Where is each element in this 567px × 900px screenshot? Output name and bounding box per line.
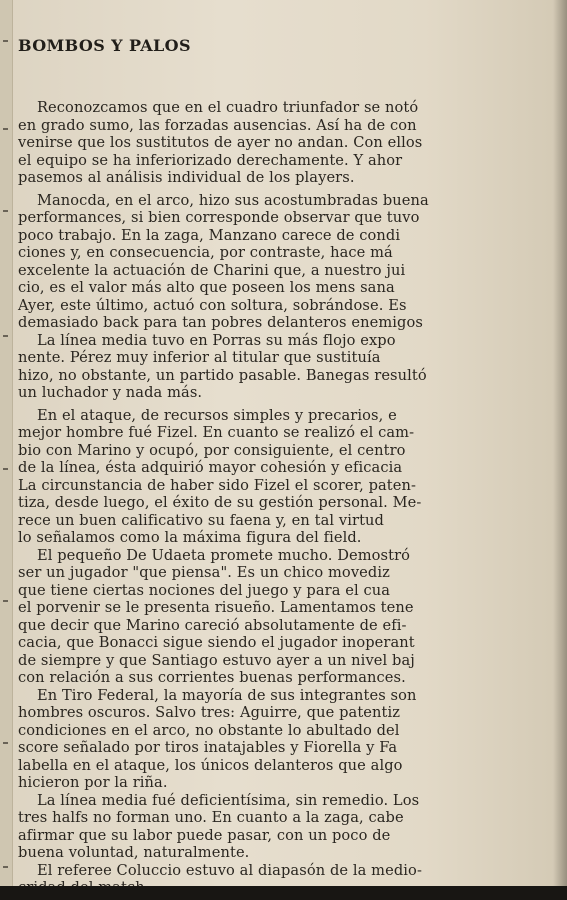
text-line: ser un jugador "que piensa". Es un chico movediz (18, 564, 390, 581)
text-line: Ayer, este último, actuó con soltura, sobrándose. Es (18, 296, 407, 314)
text-line: el equipo se ha inferiorizado derechamente. Y ahor (18, 151, 403, 169)
article-body (18, 99, 567, 897)
margin-mark (3, 742, 8, 744)
text-line: En Tiro Federal, la mayoría de sus integrantes son (18, 686, 417, 704)
text-line: ciones y, en consecuencia, por contraste, hace má (18, 244, 393, 261)
text-line: rece un buen calificativo su faena y, en tal virtud (18, 511, 384, 529)
text-line: pasemos al análisis individual de los players. (18, 169, 355, 186)
text-line: hombres oscuros. Salvo tres: Aguirre, que patentiz (18, 704, 401, 721)
page-fold-shadow (553, 0, 567, 900)
text-line: de la línea, ésta adquirió mayor cohesión y eficacia (18, 459, 403, 476)
text-line: tiza, desde luego, el éxito de su gestión personal. Me- (18, 494, 422, 511)
text-line: condiciones en el arco, no obstante lo abultado del (18, 721, 400, 739)
text-line: de siempre y que Santiago estuvo ayer a un nivel baj (18, 651, 415, 669)
text-line: En el ataque, de recursos simples y precarios, e (18, 406, 397, 424)
text-line: La circunstancia de haber sido Fizel el scorer, paten- (18, 476, 417, 494)
margin-mark (3, 128, 8, 130)
text-line: hicieron por la riña. (18, 774, 168, 791)
text-line: tres halfs no forman uno. En cuanto a la zaga, cabe (18, 809, 404, 826)
text-line: cio, es el valor más alto que poseen los mens sana (18, 279, 395, 296)
text-line: demasiado back para tan pobres delanteros enemigos (18, 314, 423, 331)
text-line: hizo, no obstante, un partido pasable. Banegas resultó (18, 366, 427, 384)
text-line: nente. Pérez muy inferior al titular que sustituía (18, 349, 381, 366)
text-line: labella en el ataque, los únicos delanteros que algo (18, 756, 403, 774)
text-line: cacia, que Bonacci sigue siendo el jugador inoperant (18, 634, 415, 651)
margin-mark (3, 600, 8, 602)
text-line: El referee Coluccio estuvo al diapasón de la medio- (18, 861, 422, 879)
margin-mark (3, 468, 8, 470)
text-line: La línea media tuvo en Porras su más flojo expo (18, 331, 396, 349)
text-line: un luchador y nada más. (18, 384, 203, 401)
adjacent-column-edge (0, 0, 13, 900)
text-line: venirse que los sustitutos de ayer no andan. Con ellos (18, 134, 423, 151)
text-line: El pequeño De Udaeta promete mucho. Demostró (18, 546, 411, 564)
text-line: que tiene ciertas nociones del juego y para el cua (18, 581, 391, 599)
page-bottom-border (0, 886, 567, 900)
text-line: afirmar que su labor puede pasar, con un poco de (18, 826, 391, 844)
article-headline: BOMBOS Y PALOS (18, 36, 191, 55)
text-line: buena voluntad, naturalmente. (18, 844, 250, 861)
text-line: bio con Marino y ocupó, por consiguiente, el centro (18, 441, 406, 459)
text-line: performances, si bien corresponde observar que tuvo (18, 209, 420, 226)
text-line: Manocda, en el arco, hizo sus acostumbradas buena (18, 191, 429, 209)
text-line: score señalado por tiros inatajables y Fiorella y Fa (18, 739, 398, 756)
text-line: con relación a sus corrientes buenas performances. (18, 669, 406, 686)
margin-mark (3, 210, 8, 212)
text-line: Reconozcamos que en el cuadro triunfador se notó (18, 99, 419, 116)
text-line: La línea media fué deficientísima, sin remedio. Los (18, 791, 420, 809)
margin-mark (3, 866, 8, 868)
text-line: en grado sumo, las forzadas ausencias. Así ha de con (18, 116, 417, 134)
margin-mark (3, 40, 8, 42)
margin-mark (3, 335, 8, 337)
article-column (18, 2, 567, 886)
text-line: poco trabajo. En la zaga, Manzano carece de condi (18, 226, 401, 244)
text-line: excelente la actuación de Charini que, a nuestro jui (18, 261, 406, 279)
text-line: que decir que Marino careció absolutamente de efi- (18, 616, 407, 634)
text-line: mejor hombre fué Fizel. En cuanto se realizó el cam- (18, 424, 415, 441)
text-line: el porvenir se le presenta risueño. Lamentamos tene (18, 599, 414, 616)
text-line: lo señalamos como la máxima figura del field. (18, 529, 362, 546)
